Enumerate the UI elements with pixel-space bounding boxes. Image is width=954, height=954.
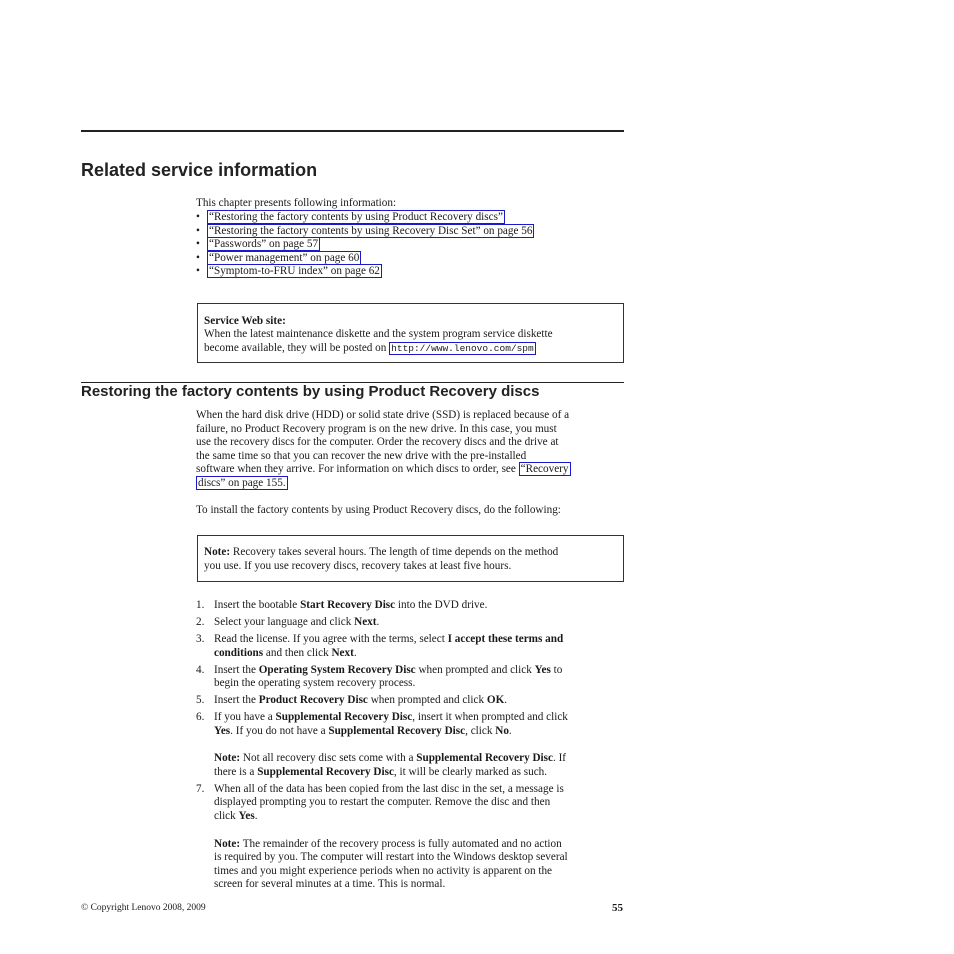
recovery-note-box: Note: Recovery takes several hours. The length of time depends on the method you use. If you use recovery discs, recovery takes at least five hours. xyxy=(197,535,624,582)
service-website-box xyxy=(197,303,624,363)
note-line2: you use. If you use recovery discs, recovery takes at least five hours. xyxy=(204,560,512,572)
intro-text: This chapter presents following information: xyxy=(196,197,397,209)
list-item xyxy=(196,211,534,225)
footer-copyright: © Copyright Lenovo 2008, 2009 xyxy=(81,903,206,913)
link-restoring-disc-set[interactable]: “Restoring the factory contents by using Recovery Disc Set” on page 56 xyxy=(209,224,533,237)
section-title: Restoring the factory contents by using Product Recovery discs xyxy=(81,383,540,400)
list-item: 4. Insert the Operating System Recovery Disc when prompted and click Yes to begin the operating system recovery process. xyxy=(196,663,563,690)
steps-list xyxy=(196,599,626,895)
service-box-title: Service Web site: xyxy=(204,315,286,327)
link-list xyxy=(196,211,534,279)
list-item xyxy=(196,265,534,279)
link-symptom-fru[interactable]: “Symptom-to-FRU index” on page 62 xyxy=(209,265,380,278)
service-box-line2: become available, they will be posted on http://www.lenovo.com/spm xyxy=(204,342,534,354)
top-rule xyxy=(81,130,624,132)
list-item xyxy=(196,252,534,266)
list-item: 6. If you have a Supplemental Recovery Disc, insert it when prompted and click Yes. If you do not have a Supplemental Recovery Disc, click No. Note: Not all recovery disc sets come with a Supplemental Recovery Disc. If there is a Supplemental Recovery Disc, it will be clearly marked as such. xyxy=(196,711,568,778)
list-item xyxy=(196,238,534,252)
link-recovery-discs-cont[interactable]: discs” on page 155. xyxy=(198,476,286,489)
link-recovery-discs[interactable]: “Recovery xyxy=(520,463,569,476)
list-item: 7. When all of the data has been copied from the last disc in the set, a message is displayed prompting you to restart the computer. Remove the disc and then click Yes. Note: The remainder of the recovery process is fully automated and no action is required by you. The computer will restart into the Windows desktop several times and you might experience periods when no activity is apparent on the screen for several minutes at a time. This is normal. xyxy=(196,782,568,891)
link-power-management[interactable]: “Power management” on page 60 xyxy=(209,251,360,264)
page-number: 55 xyxy=(612,902,623,914)
note-label: Note: xyxy=(204,546,231,558)
list-item: 1. Insert the bootable Start Recovery Disc into the DVD drive. xyxy=(196,599,488,611)
link-restoring-product-recovery[interactable]: “Restoring the factory contents by using Product Recovery discs” xyxy=(209,211,503,223)
section-paragraph-2: To install the factory contents by using Product Recovery discs, do the following: xyxy=(196,504,561,516)
service-url-link[interactable]: http://www.lenovo.com/spm xyxy=(391,343,534,354)
page-title: Related service information xyxy=(81,160,318,180)
section-paragraph-1: When the hard disk drive (HDD) or solid state drive (SSD) is replaced because of a failure, no Product Recovery program is on the new drive. In this case, you must use the recovery discs for the computer. Order the recovery discs and the drive at the same time so that you can recover the new drive with the pre-installed software when they arrive. For information on which discs to order, see “Recovery discs” on page 155. xyxy=(196,409,570,489)
service-box-line1: When the latest maintenance diskette and the system program service diskette xyxy=(204,328,553,340)
link-passwords[interactable]: “Passwords” on page 57 xyxy=(209,238,319,251)
list-item: 3. Read the license. If you agree with the terms, select I accept these terms and conditions and then click Next. xyxy=(196,632,564,659)
list-item xyxy=(196,225,534,239)
list-item: 5. Insert the Product Recovery Disc when prompted and click OK. xyxy=(196,694,508,707)
list-item: 2. Select your language and click Next. xyxy=(196,615,380,628)
